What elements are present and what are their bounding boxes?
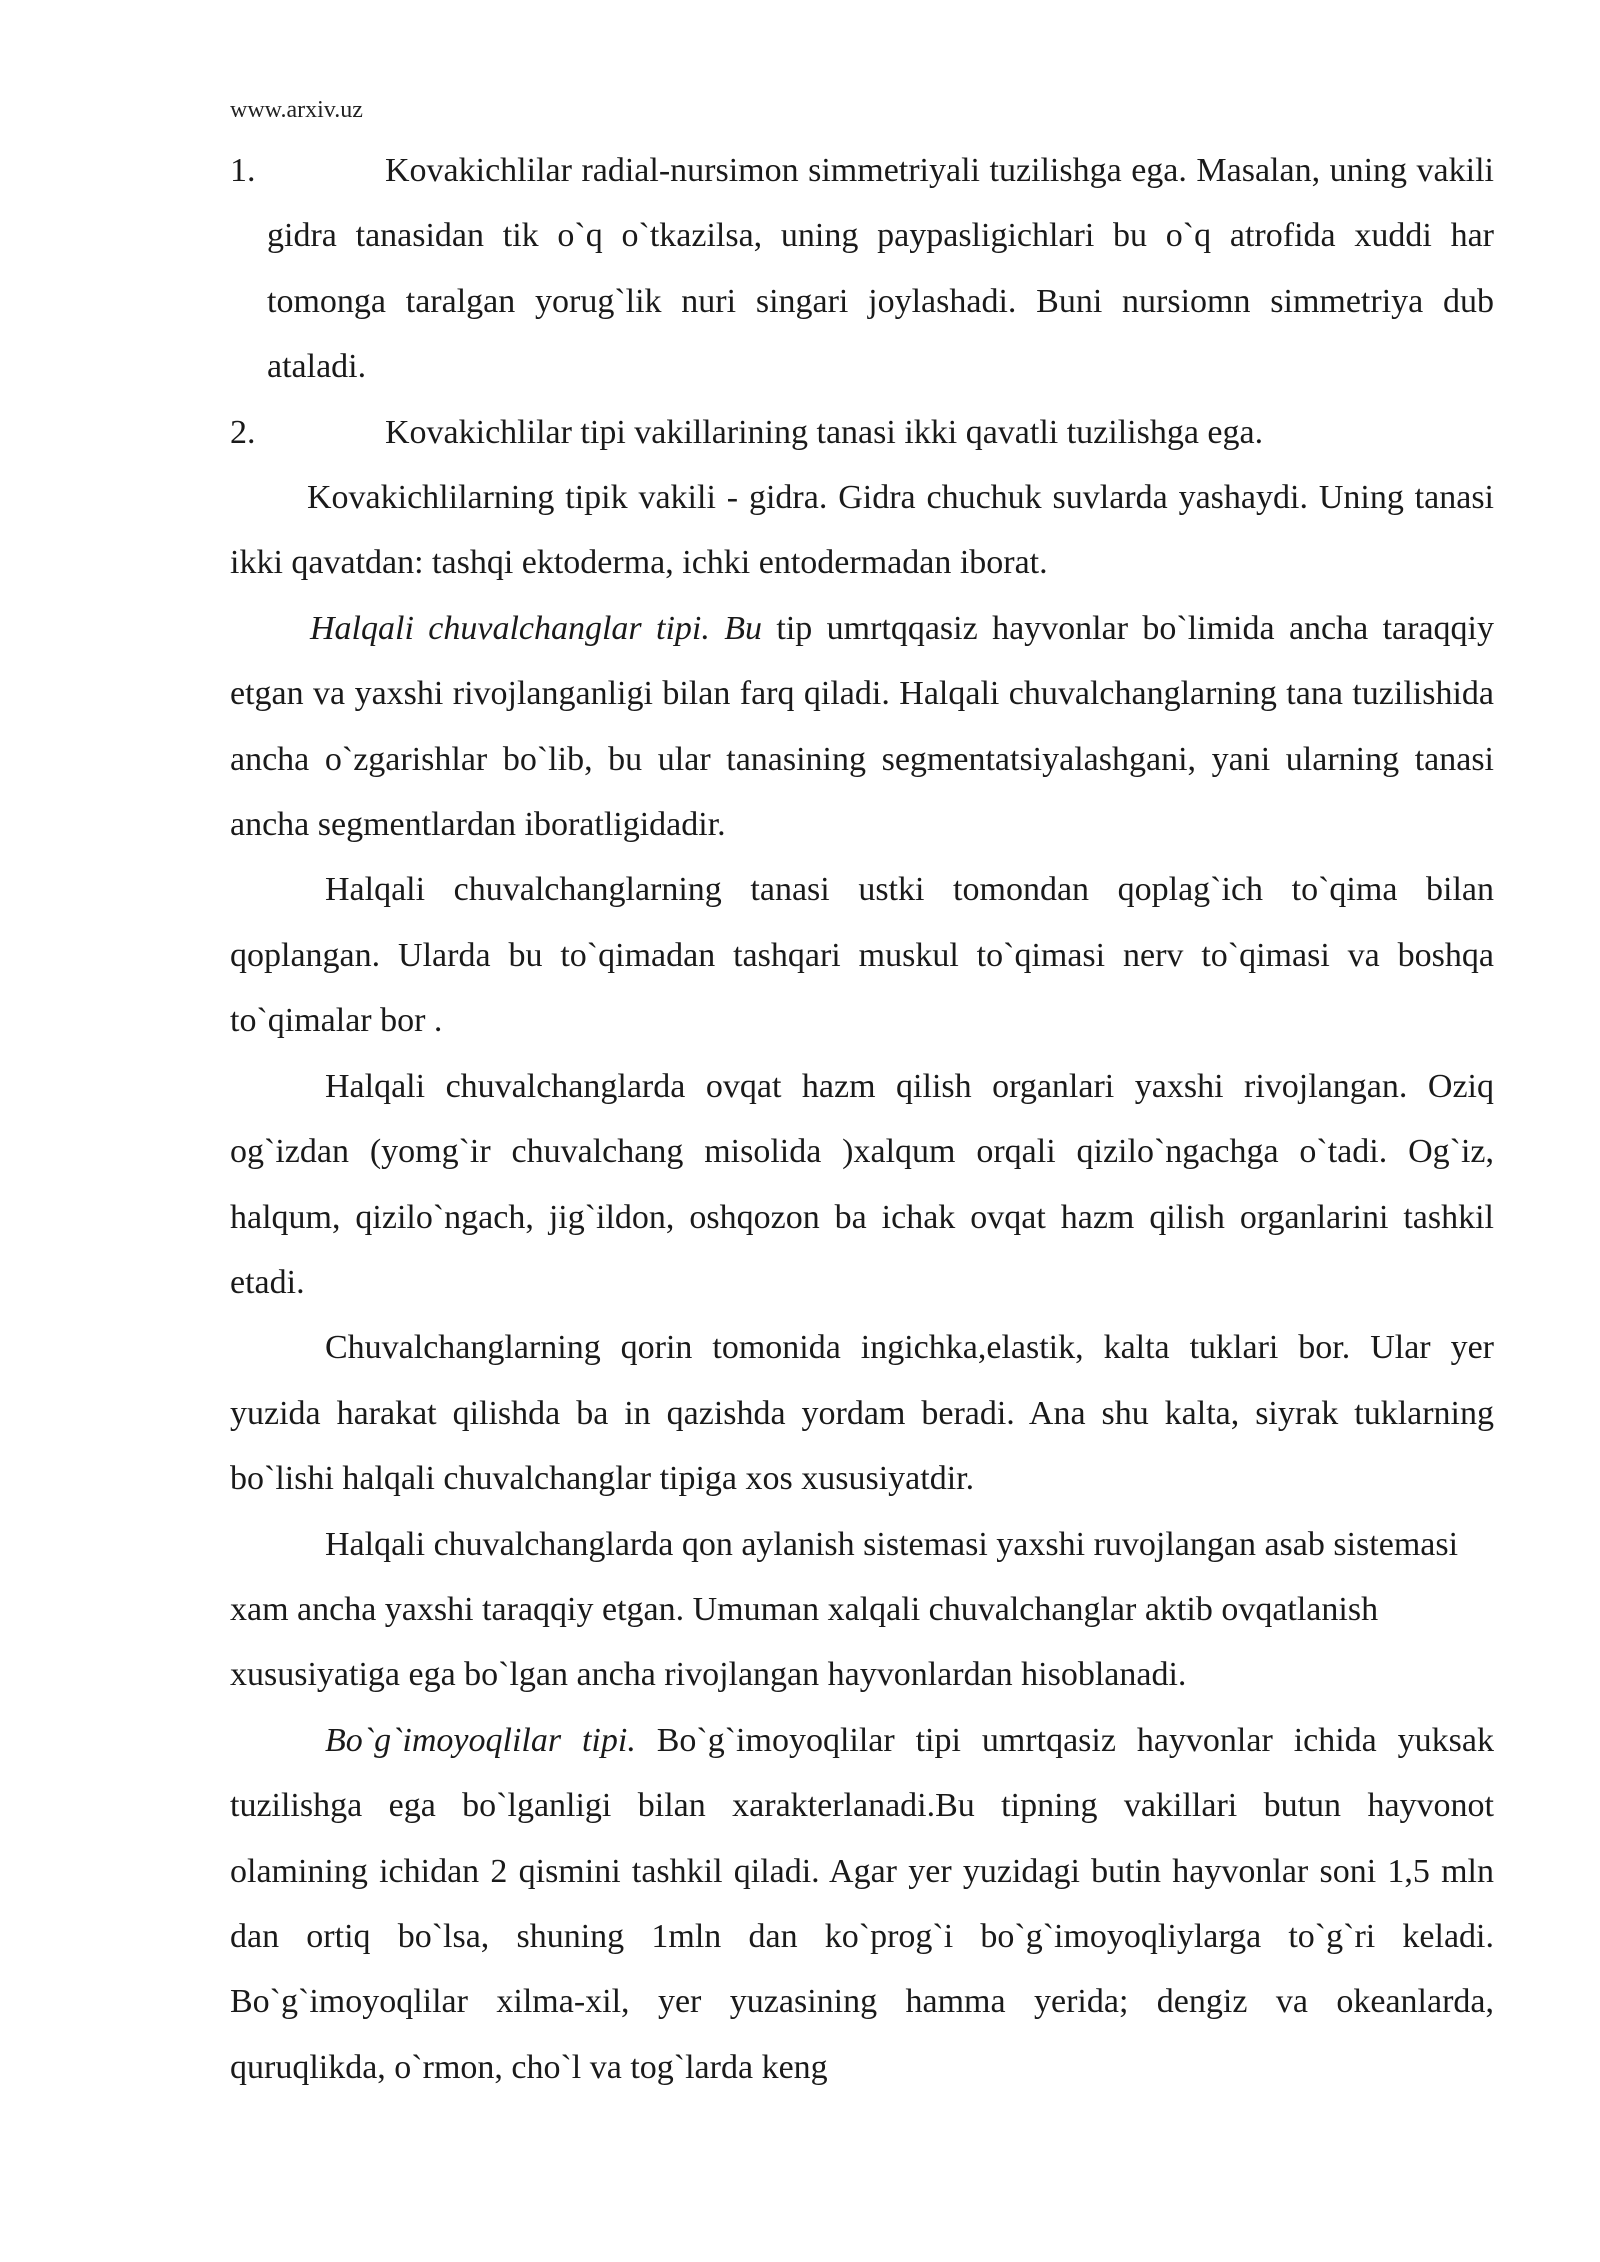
document-page [230,92,1494,2100]
paragraph-ovqat-hazm [230,1054,1494,1316]
list-item-text: Kovakichlilar radial-nursimon simmetriyali tuzilishga ega. Masalan, uning vakili gidra tanasidan tik o`q o`tkazilsa, uning paypasligichlari bu o`q atrofida xuddi har tomonga taralgan yorug`lik nuri singari joylashadi. Buni nursiomn simmetriya dub ataladi. [267,152,1494,386]
header-url: www.arxiv.uz [230,97,363,123]
paragraph-bogimoyoqlilar [230,1708,1494,2100]
list-item-number: 1. [230,152,256,189]
section-heading-italic: Halqali chuvalchanglar tipi. Bu [310,609,762,647]
paragraph-text: Chuvalchanglarning qorin tomonida ingichka,elastik, kalta tuklari bor. Ular yer yuzida harakat qilishda ba in qazishda yordam beradi. Ana shu kalta, siyrak tuklarning bo`lishi halqali chuvalchanglar tipiga xos xususiyatdir. [230,1329,1494,1498]
paragraph-text: Halqali chuvalchanglarda qon aylanish sistemasi yaxshi ruvojlangan asab sistemasi xam ancha yaxshi taraqqiy etgan. Umuman xalqali chuvalchanglar aktib ovqatlanish xususiyatiga ega bo`lgan ancha rivojlangan hayvonlardan hisoblanadi. [230,1525,1459,1694]
list-item [230,138,1494,400]
paragraph-halqali-tipi [230,596,1494,858]
paragraph-gidra [230,465,1494,596]
paragraph-qon-aylanish [230,1512,1494,1708]
section-heading-italic: Bo`g`imoyoqlilar tipi. [325,1721,636,1759]
list-item-text: Kovakichlilar tipi vakillarining tanasi ikki qavatli tuzilishga ega. [385,413,1264,451]
paragraph-text: Halqali chuvalchanglarda ovqat hazm qilish organlari yaxshi rivojlangan. Oziq og`izdan (yomg`ir chuvalchang misolida )xalqum orqali qizilo`ngachga o`tadi. Og`iz, halqum, qizilo`ngach, jig`ildon, oshqozon ba ichak ovqat hazm qilish organlarini tashkil etadi. [230,1067,1494,1301]
list-item-number: 2. [230,413,256,451]
paragraph-text: Kovakichlilarning tipik vakili - gidra. Gidra chuchuk suvlarda yashaydi. Uning tanasi ikki qavatdan: tashqi ektoderma, ichki entodermadan iborat. [230,479,1494,582]
paragraph-tuklar [230,1315,1494,1511]
paragraph-text: Bo`g`imoyoqlilar tipi umrtqasiz hayvonlar ichida yuksak tuzilishga ega bo`lganligi bilan xarakterlanadi.Bu tipning vakillari butun hayvonot olamining ichidan 2 qismini tashkil qiladi. Agar yer yuzidagi butin hayvonlar soni 1,5 mln dan ortiq bo`lsa, shuning 1mln dan ko`prog`i bo`g`imoyoqliylarga to`g`ri keladi. Bo`g`imoyoqlilar xilma-xil, yer yuzasining hamma yerida; dengiz va okeanlarda, quruqlikda, o`rmon, cho`l va tog`larda keng [230,1721,1494,2086]
list-item [230,400,1494,465]
paragraph-text: Halqali chuvalchanglarning tanasi ustki tomondan qoplag`ich to`qima bilan qoplangan. Ularda bu to`qimadan tashqari muskul to`qimasi nerv to`qimasi va boshqa to`qimalar bor . [230,871,1494,1040]
document-body [230,138,1494,2100]
paragraph-tana [230,857,1494,1053]
paragraph-text: tip umrtqqasiz hayvonlar bo`limida ancha taraqqiy etgan va yaxshi rivojlanganligi bilan farq qiladi. Halqali chuvalchanglarning tana tuzilishida ancha o`zgarishlar bo`lib, bu ular tanasining segmentatsiyalashgani, yani ularning tanasi ancha segmentlardan iboratligidadir. [230,609,1494,844]
